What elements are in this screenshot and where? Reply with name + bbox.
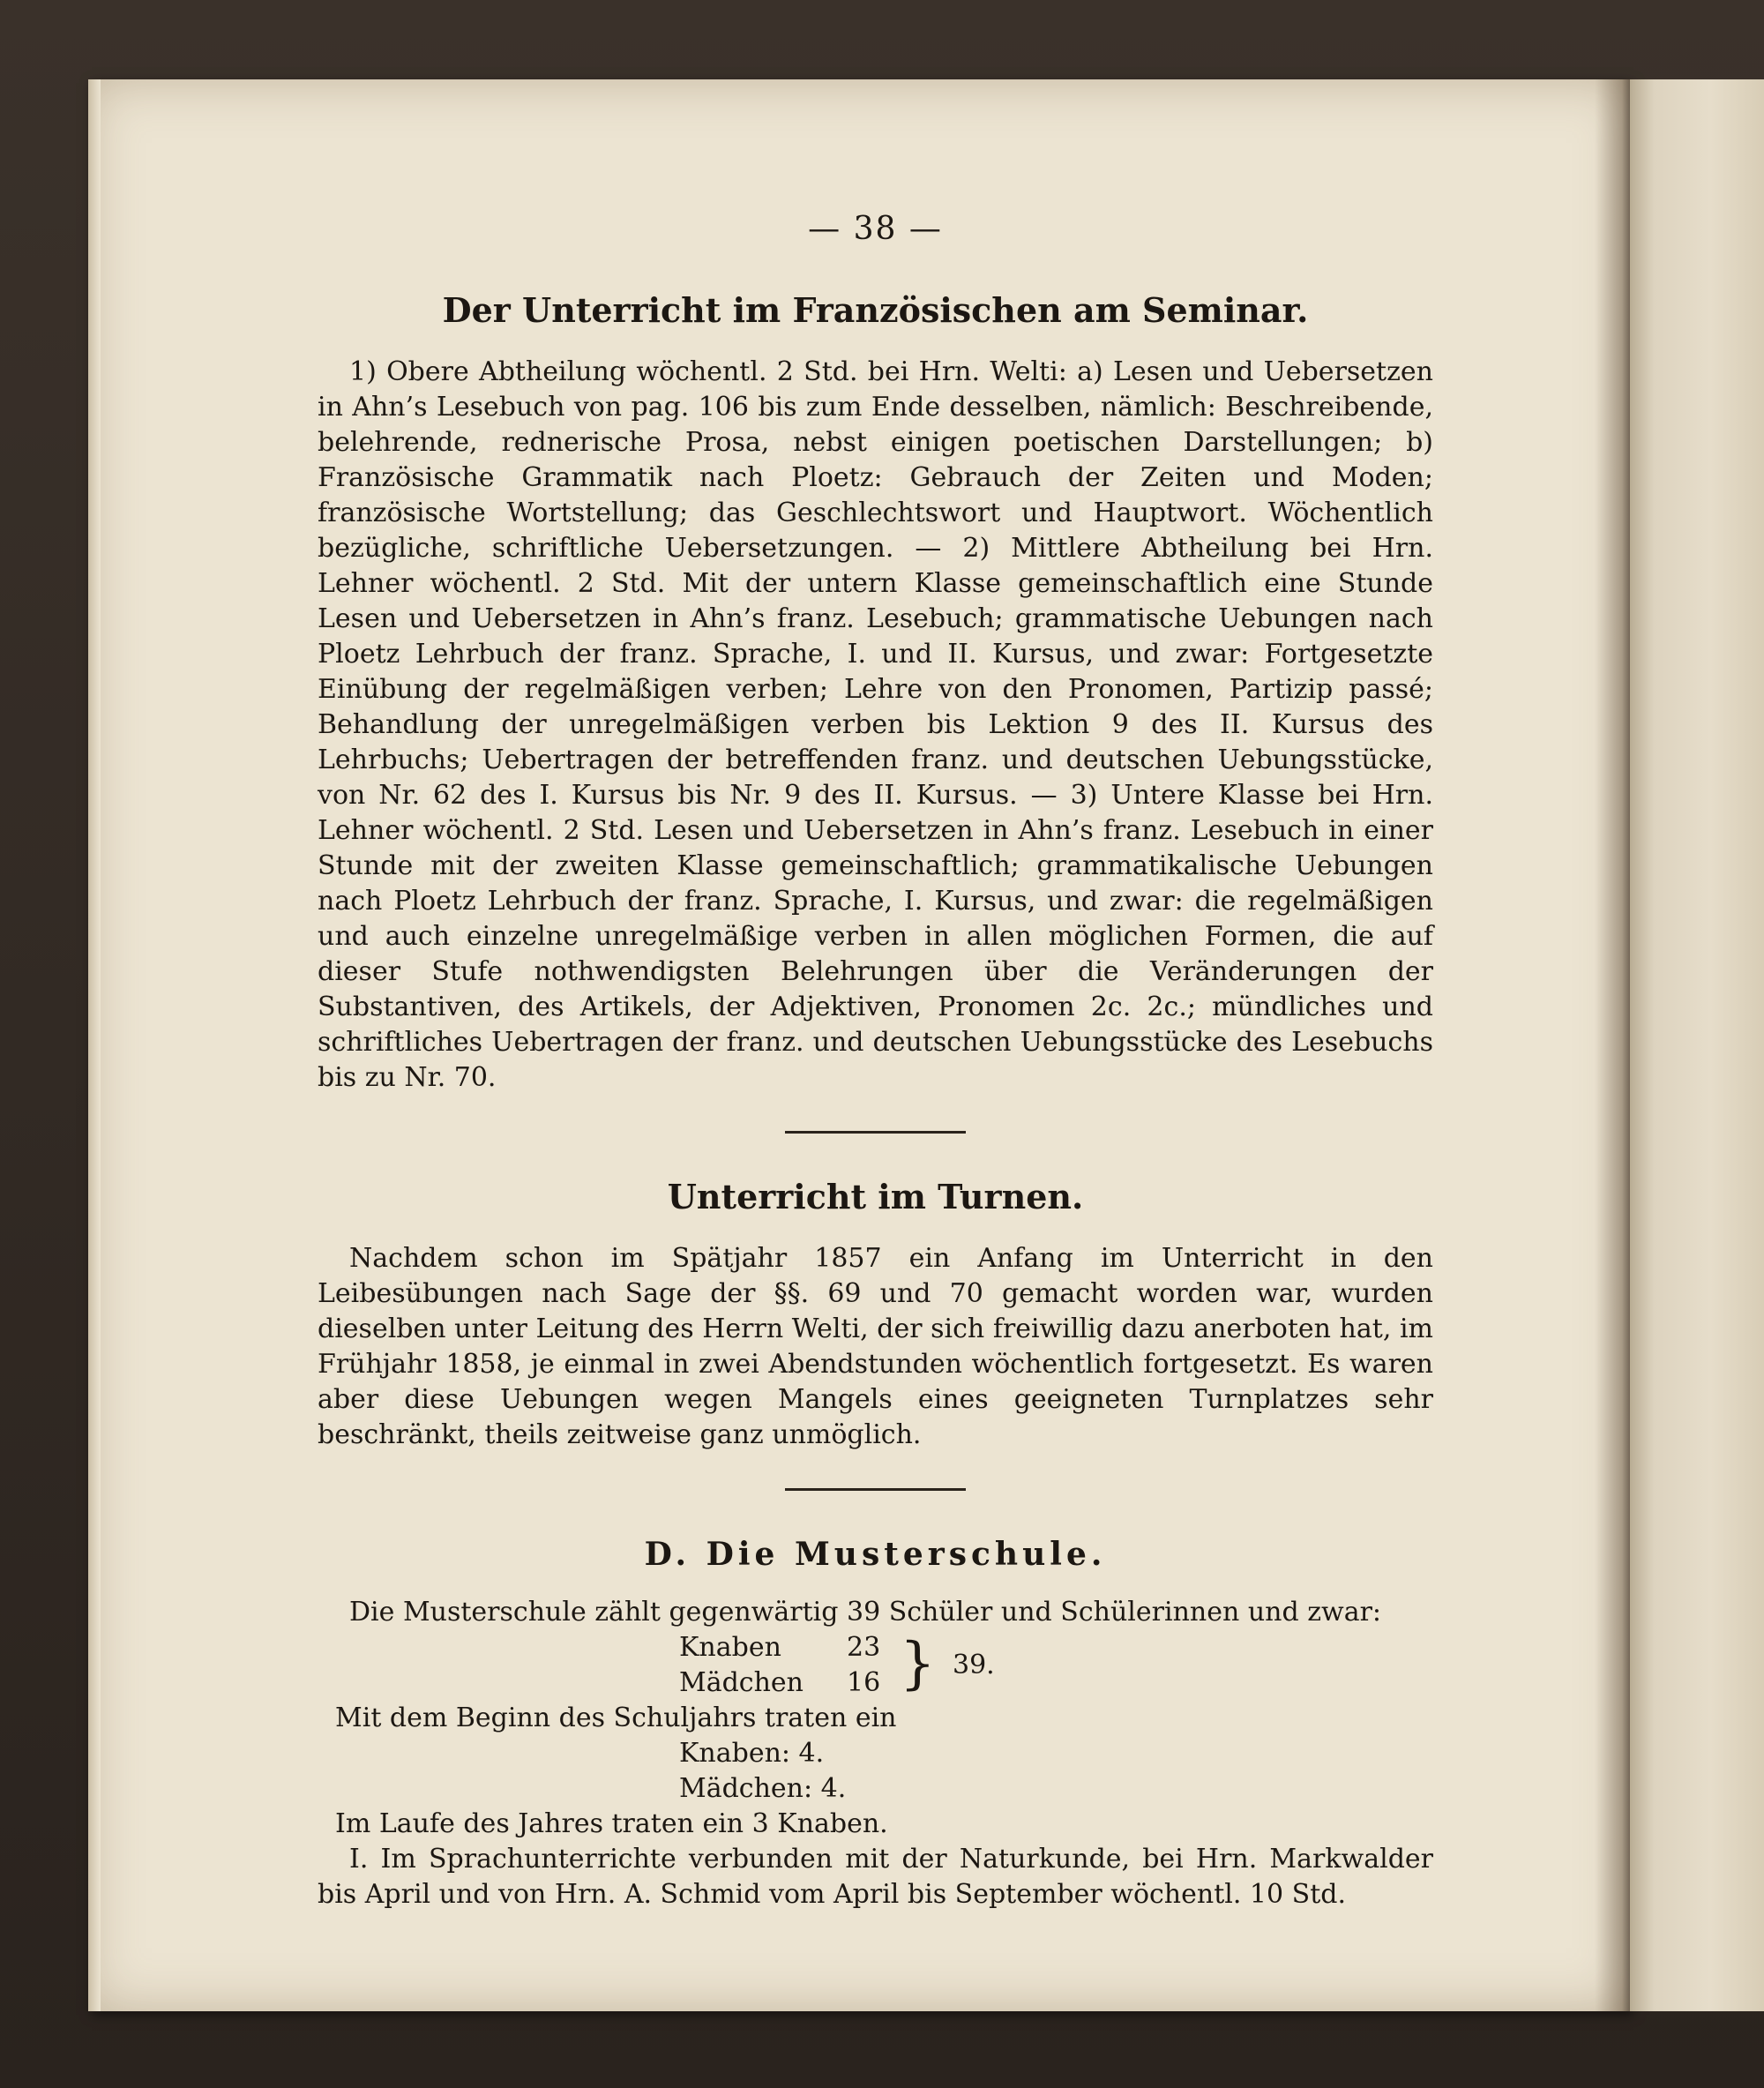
pupil-total: 39.	[953, 1650, 995, 1680]
book-spine-shadow	[1595, 79, 1633, 2011]
musterschule-intro: Die Musterschule zählt gegenwärtig 39 Schüler und Schülerinnen und zwar:	[349, 1597, 1382, 1628]
entered-girls: Mädchen: 4.	[679, 1773, 847, 1804]
boys-count: 23	[847, 1632, 881, 1663]
girls-count: 16	[847, 1667, 881, 1698]
pupil-count-block	[318, 1630, 1433, 1701]
french-section-title: Der Unterricht im Französischen am Seminar.	[442, 290, 1309, 330]
turnen-section-paragraph: Nachdem schon im Spätjahr 1857 ein Anfang im Unterricht in den Leibesübungen nach Sage der §§. 69 und 70 gemacht worden war, wurden dieselben unter Leitung des Herrn Welti, der sich freiwillig dazu anerboten hat, im Frühjahr 1858, je einmal in zwei Abendstunden wöchentlich fortgesetzt. Es waren aber diese Uebungen wegen Mangels eines geeigneten Turnplatzes sehr beschränkt, theils zeitweise ganz unmöglich.	[318, 1243, 1433, 1450]
boys-row	[318, 1630, 1433, 1665]
entered-boys: Knaben: 4.	[679, 1738, 825, 1769]
entered-intro: Mit dem Beginn des Schuljahrs traten ein	[335, 1703, 897, 1733]
during-year-note: Im Laufe des Jahres traten ein 3 Knaben.	[335, 1808, 888, 1839]
section-divider	[785, 1131, 966, 1134]
grouping-brace: }	[900, 1631, 936, 1696]
facing-page-edge	[1630, 79, 1764, 2011]
girls-row	[318, 1665, 1433, 1701]
page-number: — 38 —	[808, 211, 943, 247]
section-divider	[785, 1488, 966, 1491]
french-section-paragraph: 1) Obere Abtheilung wöchentl. 2 Std. bei Hrn. Welti: a) Lesen und Uebersetzen in Ahn’s Lesebuch von pag. 106 bis zum Ende desselben, nämlich: Beschreibende, belehrende, rednerische Prosa, nebst einigen poetischen Darstellungen; b) Französische Grammatik nach Ploetz: Gebrauch der Zeiten und Moden; französische Wortstellung; das Geschlechtswort und Hauptwort. Wöchentlich bezügliche, schriftliche Uebersetzungen. — 2) Mittlere Abtheilung bei Hrn. Lehner wöchentl. 2 Std. Mit der untern Klasse gemeinschaftlich eine Stunde Lesen und Uebersetzen in Ahn’s franz. Lesebuch; grammatische Uebungen nach Ploetz Lehrbuch der franz. Sprache, I. und II. Kursus, und zwar: Fortgesetzte Einübung der regelmäßigen verben; Lehre von den Pronomen, Partizip passé; Behandlung der unregelmäßigen verben bis Lektion 9 des II. Kursus des Lehrbuchs; Uebertragen der betreffenden franz. und deutschen Uebungsstücke, von Nr. 62 des I. Kursus bis Nr. 9 des II. Kursus. — 3) Untere Klasse bei Hrn. Lehner wöchentl. 2 Std. Lesen und Uebersetzen in Ahn’s franz. Lesebuch in einer Stunde mit der zweiten Klasse gemeinschaftlich; grammatikalische Uebungen nach Ploetz Lehrbuch der franz. Sprache, I. Kursus, und zwar: die regelmäßigen und auch einzelne unregelmäßige verben in allen möglichen Formen, die auf dieser Stufe nothwendigsten Belehrungen über die Veränderungen der Substantiven, des Artikels, der Adjektiven, Pronomen 2c. 2c.; mündliches und schriftliches Uebertragen der franz. und deutschen Uebungsstücke des Lesebuchs bis zu Nr. 70.	[318, 356, 1433, 1093]
musterschule-section-title: D. Die Musterschule.	[644, 1536, 1107, 1573]
turnen-section-title: Unterricht im Turnen.	[667, 1177, 1084, 1216]
boys-label: Knaben	[679, 1632, 781, 1663]
page-content	[318, 212, 1433, 1912]
page-edge	[88, 79, 101, 2011]
item-one-paragraph: I. Im Sprachunterrichte verbunden mit der Naturkunde, bei Hrn. Markwalder bis April und von Hrn. A. Schmid vom April bis September wöchentl. 10 Std.	[318, 1844, 1433, 1910]
girls-label: Mädchen	[679, 1667, 804, 1698]
